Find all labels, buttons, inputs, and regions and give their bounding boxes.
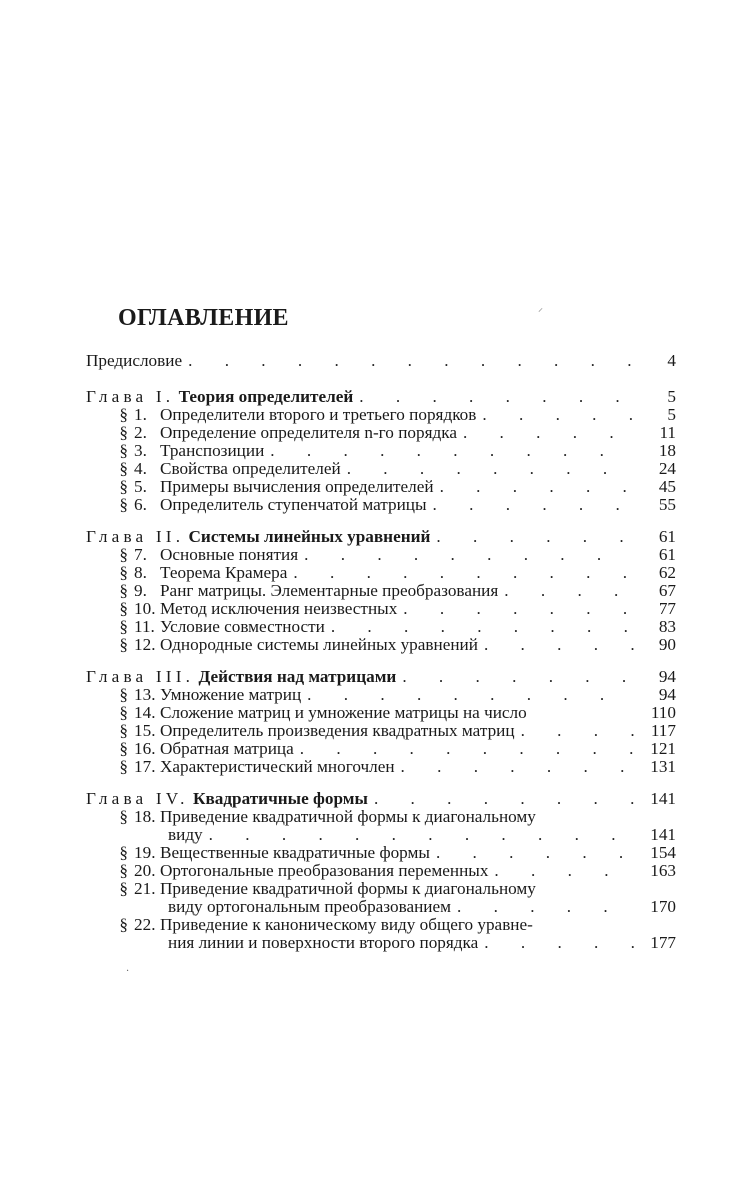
dot-leader (359, 388, 634, 406)
section-number: 10. (134, 599, 156, 618)
entry-page: 77 (658, 599, 676, 618)
dot-leader (403, 600, 634, 618)
dot-leader (436, 528, 634, 546)
section-sign: § (119, 581, 128, 600)
section-number: 17. (134, 757, 156, 776)
dot-leader (440, 478, 634, 496)
toc-entry-section[interactable] (86, 478, 676, 496)
toc-entry-section[interactable] (86, 686, 676, 704)
section-number: 4. (134, 459, 147, 478)
toc-entry-section[interactable] (86, 704, 676, 722)
section-sign: § (119, 441, 128, 460)
dot-leader (300, 740, 634, 758)
section-number: 7. (134, 545, 147, 564)
section-sign: § (119, 721, 128, 740)
section-number: 14. (134, 703, 156, 722)
section-sign: § (119, 563, 128, 582)
section-sign: § (119, 635, 128, 654)
toc-entry-section[interactable] (86, 880, 676, 916)
section-number: 8. (134, 563, 147, 582)
toc-entry-section[interactable] (86, 460, 676, 478)
entry-page: 94 (658, 667, 676, 686)
entry-title: Предисловие (86, 351, 183, 370)
entry-page: 110 (650, 703, 676, 722)
entry-page: 90 (658, 635, 676, 654)
section-title: Условие совместности (160, 617, 325, 636)
section-sign: § (119, 459, 128, 478)
toc-entry-chapter[interactable] (86, 668, 676, 686)
toc-entry-section[interactable] (86, 844, 676, 862)
section-title: Метод исключения неизвестных (160, 599, 398, 618)
section-number: 1. (134, 405, 147, 424)
section-title: Определители второго и третьего порядков (160, 405, 477, 424)
chapter-block (86, 668, 676, 776)
section-number: 18. (134, 807, 156, 826)
chapter-title: Системы линейных уравнений (188, 527, 431, 546)
chapter-title: Квадратичные формы (192, 789, 368, 808)
toc-entry-section[interactable] (86, 722, 676, 740)
dot-leader (482, 406, 634, 424)
dot-leader (494, 862, 634, 880)
dot-leader (436, 844, 634, 862)
section-sign: § (119, 703, 128, 722)
page-title: ОГЛАВЛЕНИЕ (118, 305, 289, 331)
section-title: Определитель ступенчатой матрицы (160, 495, 427, 514)
chapter-title: Теория определителей (178, 387, 354, 406)
toc-entry-section[interactable] (86, 582, 676, 600)
chapter-label: Глава I. (86, 387, 175, 406)
toc-entry-section[interactable] (86, 600, 676, 618)
entry-page: 61 (658, 527, 676, 546)
section-sign: § (119, 739, 128, 758)
scan-speck: ⸝ (538, 303, 543, 314)
entry-page: 141 (650, 789, 676, 808)
toc-entry-section[interactable] (86, 808, 676, 844)
section-number: 9. (134, 581, 147, 600)
chapter-block (86, 528, 676, 654)
dot-leader (188, 349, 634, 373)
entry-page: 170 (650, 897, 676, 916)
section-sign: § (119, 915, 128, 934)
section-title: Приведение квадратичной формы к диагональному (160, 879, 536, 898)
entry-page: 121 (650, 739, 676, 758)
dot-leader (402, 668, 634, 686)
toc-entry-preface[interactable] (86, 349, 676, 373)
section-sign: § (119, 843, 128, 862)
dot-leader (401, 758, 634, 776)
chapter-block (86, 790, 676, 952)
dot-leader (304, 546, 634, 564)
toc-entry-section[interactable] (86, 758, 676, 776)
section-title: Определение определителя n-го порядка (160, 423, 457, 442)
section-title: Характеристический многочлен (160, 757, 395, 776)
section-title: Вещественные квадратичные формы (160, 843, 430, 862)
section-title: Обратная матрица (160, 739, 294, 758)
section-number: 6. (134, 495, 147, 514)
chapter-block (86, 388, 676, 514)
section-title: Транспозиции (160, 441, 265, 460)
section-number: 16. (134, 739, 156, 758)
section-sign: § (119, 423, 128, 442)
toc-entry-section[interactable] (86, 862, 676, 880)
toc-entry-section[interactable] (86, 564, 676, 582)
dot-leader (521, 722, 634, 740)
entry-page: 4 (667, 351, 676, 370)
toc-entry-section[interactable] (86, 618, 676, 636)
section-sign: § (119, 807, 128, 826)
entry-page: 5 (667, 405, 676, 424)
dot-leader (433, 496, 634, 514)
entry-page: 5 (667, 387, 676, 406)
section-number: 21. (134, 879, 156, 898)
section-sign: § (119, 861, 128, 880)
section-sign: § (119, 477, 128, 496)
section-number: 3. (134, 441, 147, 460)
toc-entry-section[interactable] (86, 740, 676, 758)
toc-entry-section[interactable] (86, 636, 676, 654)
scan-speck: · (126, 966, 130, 977)
entry-page: 45 (658, 477, 676, 496)
toc-entry-section[interactable] (86, 442, 676, 460)
entry-page: 94 (658, 685, 676, 704)
entry-page: 163 (650, 861, 676, 880)
toc-entry-section[interactable] (86, 406, 676, 424)
dot-leader (504, 582, 634, 600)
entry-page: 154 (650, 843, 676, 862)
toc-entry-section[interactable] (86, 424, 676, 442)
section-sign: § (119, 879, 128, 898)
entry-page: 131 (650, 757, 676, 776)
entry-page: 55 (658, 495, 676, 514)
entry-page: 141 (650, 825, 676, 844)
section-title: Основные понятия (160, 545, 299, 564)
chapter-label: Глава II. (86, 527, 185, 546)
section-number: 12. (134, 635, 156, 654)
section-number: 13. (134, 685, 156, 704)
section-sign: § (119, 757, 128, 776)
toc-entry-chapter[interactable] (86, 388, 676, 406)
section-title: Теорема Крамера (160, 563, 288, 582)
section-sign: § (119, 545, 128, 564)
entry-page: 62 (658, 563, 676, 582)
dot-leader (209, 826, 634, 844)
section-number: 2. (134, 423, 147, 442)
dot-leader (484, 636, 634, 654)
dot-leader (307, 686, 634, 704)
entry-page: 177 (650, 933, 676, 952)
toc-entry-section[interactable] (86, 496, 676, 514)
section-title: Однородные системы линейных уравнений (160, 635, 478, 654)
dot-leader (374, 790, 634, 808)
section-sign: § (119, 599, 128, 618)
dot-leader (331, 618, 634, 636)
section-title: Приведение к каноническому виду общего уравне- (160, 915, 533, 934)
entry-page: 117 (650, 721, 676, 740)
section-title: Приведение квадратичной формы к диагональному (160, 807, 536, 826)
section-title: Свойства определителей (160, 459, 341, 478)
entry-page: 67 (658, 581, 676, 600)
section-sign: § (119, 405, 128, 424)
dot-leader (270, 442, 634, 460)
section-title: Определитель произведения квадратных матриц (160, 721, 515, 740)
toc-entry-section[interactable] (86, 916, 676, 952)
entry-page: 83 (658, 617, 676, 636)
section-title: Ортогональные преобразования переменных (160, 861, 489, 880)
toc-entry-chapter[interactable] (86, 528, 676, 546)
section-sign: § (119, 617, 128, 636)
section-title: Умножение матриц (160, 685, 302, 704)
dot-leader (457, 898, 634, 916)
section-title-continued: виду ортогональным преобразованием (168, 897, 451, 916)
entry-page: 11 (659, 423, 676, 442)
section-number: 15. (134, 721, 156, 740)
section-sign: § (119, 495, 128, 514)
section-number: 11. (134, 617, 155, 636)
dot-leader (484, 934, 634, 952)
section-title: Ранг матрицы. Элементарные преобразования (160, 581, 499, 600)
toc-entry-section[interactable] (86, 546, 676, 564)
dot-leader (463, 424, 634, 442)
table-of-contents (86, 349, 676, 952)
section-title: Сложение матриц и умножение матрицы на число (160, 703, 527, 722)
section-number: 19. (134, 843, 156, 862)
dot-leader (347, 460, 634, 478)
entry-page: 24 (658, 459, 676, 478)
chapter-title: Действия над матрицами (198, 667, 397, 686)
section-title-continued: ния линии и поверхности второго порядка (168, 933, 479, 952)
section-number: 5. (134, 477, 147, 496)
chapter-label: Глава IV. (86, 789, 189, 808)
section-sign: § (119, 685, 128, 704)
section-title: Примеры вычисления определителей (160, 477, 434, 496)
section-title-continued: виду (168, 825, 203, 844)
section-number: 20. (134, 861, 156, 880)
entry-page: 61 (658, 545, 676, 564)
toc-entry-chapter[interactable] (86, 790, 676, 808)
chapter-label: Глава III. (86, 667, 195, 686)
section-number: 22. (134, 915, 156, 934)
dot-leader (293, 564, 634, 582)
entry-page: 18 (658, 441, 676, 460)
